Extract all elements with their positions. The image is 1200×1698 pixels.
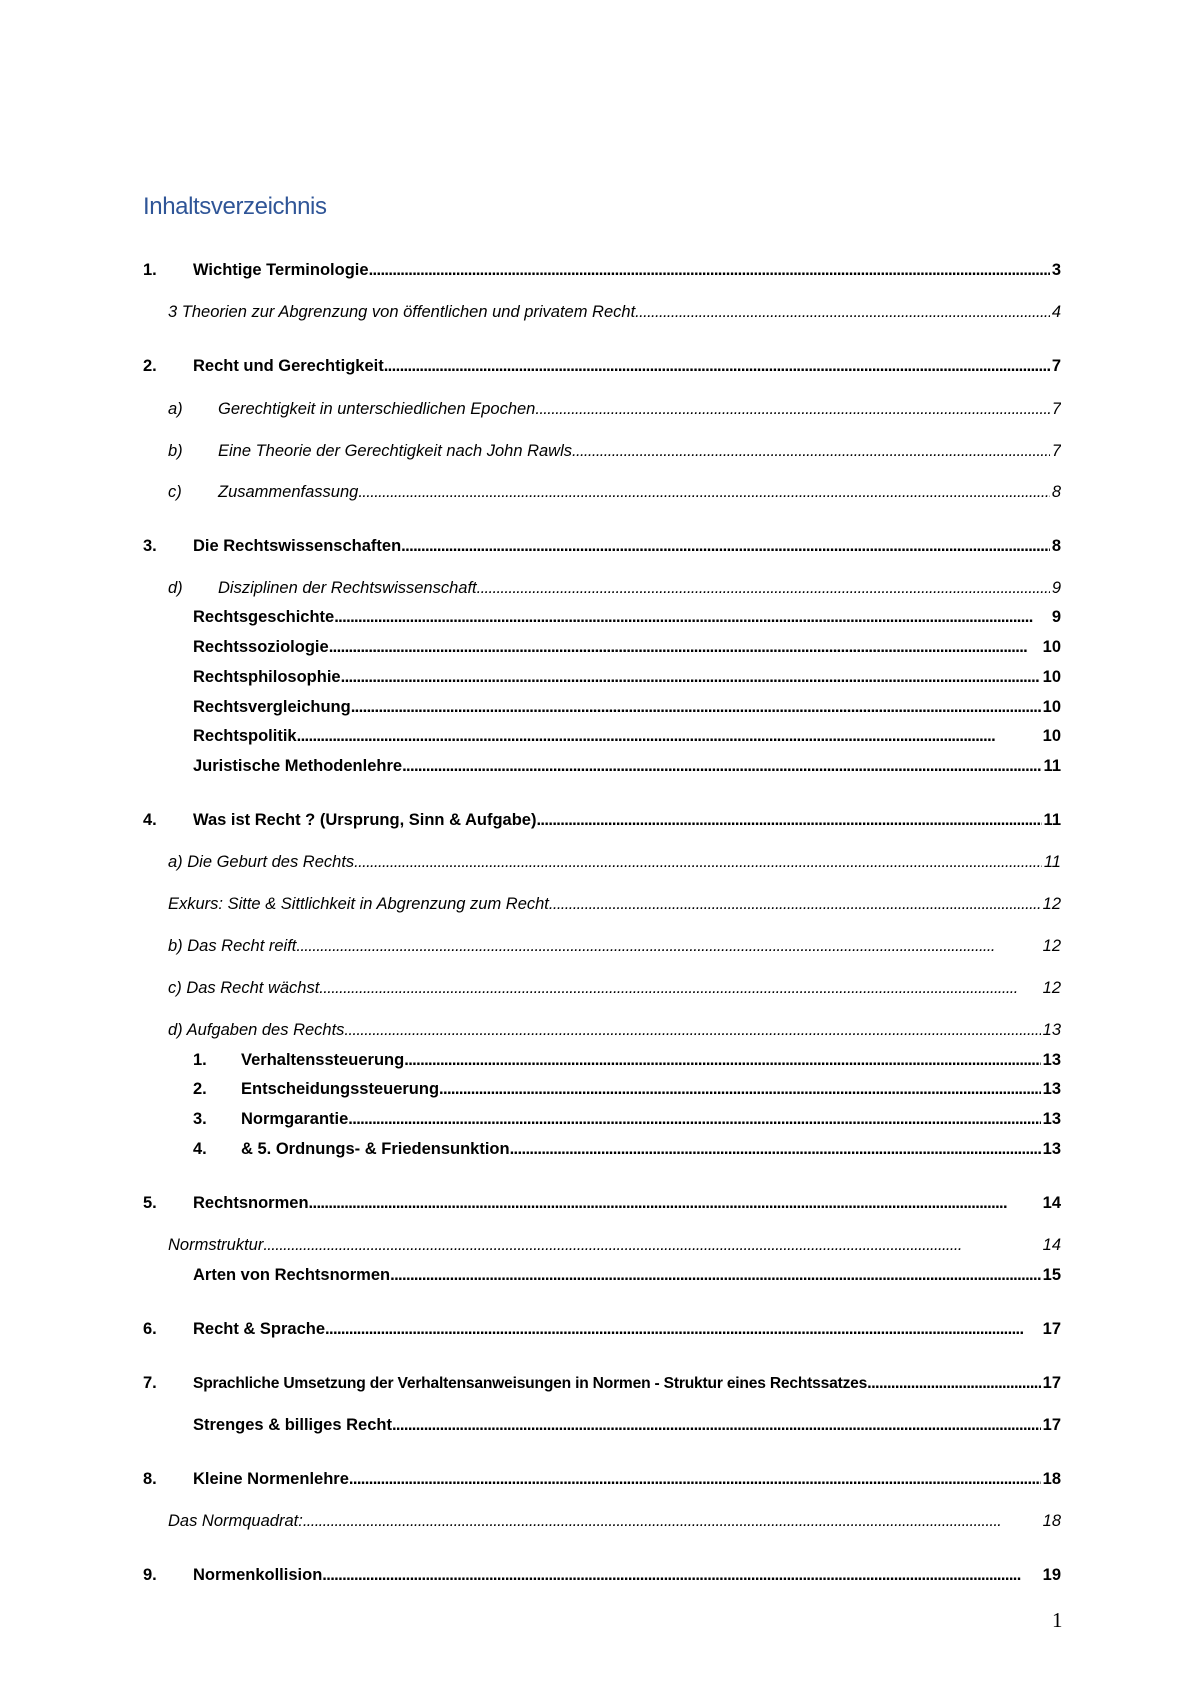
toc-entry[interactable]: b) Das Recht reift . . . 12	[168, 935, 1061, 957]
toc-entry[interactable]: Rechtsvergleichung . . . 10	[193, 696, 1061, 718]
toc-entry[interactable]: 5. Rechtsnormen . . . 14	[143, 1192, 1061, 1214]
toc-entry[interactable]: Arten von Rechtsnormen . . . 15	[193, 1264, 1061, 1286]
toc-entry[interactable]: Exkurs: Sitte & Sittlichkeit in Abgrenzung zum Recht . . . 12	[168, 893, 1061, 915]
toc-entry[interactable]: b) Eine Theorie der Gerechtigkeit nach John Rawls . . . 7	[168, 440, 1061, 462]
toc-entry[interactable]: 3. Normgarantie . . . 13	[193, 1108, 1061, 1130]
toc-entry[interactable]: d) Aufgaben des Rechts . . . 13	[168, 1019, 1061, 1041]
toc-entry[interactable]: 8. Kleine Normenlehre . . . 18	[143, 1468, 1061, 1490]
toc-entry[interactable]: 4. & 5. Ordnungs- & Friedensunktion . . . 13	[193, 1138, 1061, 1160]
toc-entry[interactable]: 3. Die Rechtswissenschaften . . . 8	[143, 535, 1061, 557]
toc-entry[interactable]: 2. Entscheidungssteuerung . . . 13	[193, 1078, 1061, 1100]
toc-entry[interactable]: 3 Theorien zur Abgrenzung von öffentlichen und privatem Recht . . . 4	[168, 301, 1061, 323]
toc-entry[interactable]: a) Gerechtigkeit in unterschiedlichen Epochen . . . 7	[168, 398, 1061, 420]
toc-entry[interactable]: Das Normquadrat: . . . 18	[168, 1510, 1061, 1532]
toc-entry[interactable]: a) Die Geburt des Rechts . . . 11	[168, 851, 1061, 873]
toc-entry[interactable]: Normstruktur . . . 14	[168, 1234, 1061, 1256]
toc-entry[interactable]: Rechtssoziologie . . . 10	[193, 636, 1061, 658]
toc-entry[interactable]: Strenges & billiges Recht . . . 17	[193, 1414, 1061, 1436]
toc-entry[interactable]: Rechtsphilosophie . . . 10	[193, 666, 1061, 688]
toc-entry[interactable]: 6. Recht & Sprache . . . 17	[143, 1318, 1061, 1340]
page-title: Inhaltsverzeichnis	[143, 193, 327, 220]
toc-entry[interactable]: 4. Was ist Recht ? (Ursprung, Sinn & Aufgabe) . . . 11	[143, 809, 1061, 831]
toc-entry[interactable]: 2. Recht und Gerechtigkeit . . . 7	[143, 355, 1061, 377]
toc-entry[interactable]: Rechtsgeschichte . . . 9	[193, 606, 1061, 628]
toc-entry[interactable]: Juristische Methodenlehre . . . 11	[193, 755, 1061, 777]
toc-entry[interactable]: c) Das Recht wächst . . . 12	[168, 977, 1061, 999]
toc-entry[interactable]: d) Disziplinen der Rechtswissenschaft . . . 9	[168, 577, 1061, 599]
page-number: 1	[1052, 1608, 1063, 1632]
toc-entry[interactable]: 7. Sprachliche Umsetzung der Verhaltensanweisungen in Normen - Struktur eines Rechtssatzes . . . 17	[143, 1372, 1061, 1394]
toc-entry[interactable]: 9. Normenkollision . . . 19	[143, 1564, 1061, 1586]
toc-entry[interactable]: 1. Wichtige Terminologie . . . 3	[143, 259, 1061, 281]
toc-entry[interactable]: 1. Verhaltenssteuerung . . . 13	[193, 1049, 1061, 1071]
toc-entry[interactable]: c) Zusammenfassung . . . 8	[168, 481, 1061, 503]
toc-entry[interactable]: Rechtspolitik . . . 10	[193, 725, 1061, 747]
